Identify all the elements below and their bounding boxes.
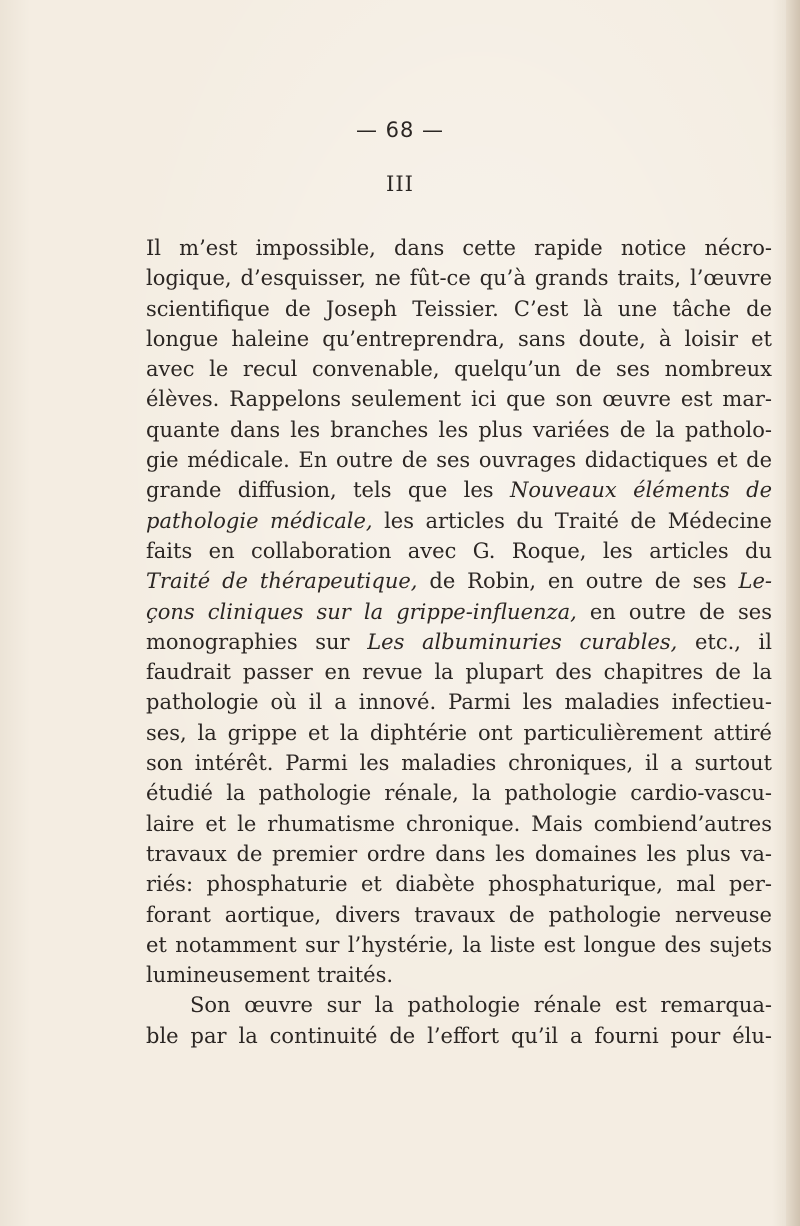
italic-title: pathologie médicale, [146, 508, 373, 533]
italic-title: Le- [738, 569, 772, 594]
text-segment: monographies sur [146, 629, 368, 654]
italic-title: çons cliniques sur la grippe-influenza, [146, 599, 577, 624]
text-line [146, 900, 772, 930]
text-line [146, 627, 772, 657]
text-line [146, 1021, 772, 1051]
text-segment: son intérêt. Parmi les maladies chroniques, il a surtout [146, 751, 772, 776]
text-segment: quante dans les branches les plus variées de la patholo- [146, 417, 772, 442]
text-segment: scientifique de Joseph Teissier. C’est là une tâche de [146, 296, 772, 321]
italic-title: Nouveaux éléments de [509, 478, 772, 503]
text-line [146, 294, 772, 324]
text-segment: riés: phosphaturie et diabète phosphaturique, mal per- [146, 872, 772, 897]
text-line [146, 748, 772, 778]
text-segment: ses, la grippe et la diphtérie ont particulièrement attiré [146, 720, 772, 745]
text-segment: lumineusement traités. [146, 963, 394, 988]
text-line [146, 566, 772, 596]
text-segment: etc., il [677, 629, 772, 654]
text-line [146, 263, 772, 293]
text-segment: en outre de ses [576, 599, 772, 624]
text-line [146, 990, 772, 1020]
text-line [146, 809, 772, 839]
text-line [146, 445, 772, 475]
text-line [146, 384, 772, 414]
text-line [146, 839, 772, 869]
text-segment: gie médicale. En outre de ses ouvrages didactiques et de [146, 448, 772, 473]
italic-title: Traité de thérapeutique, [146, 569, 418, 594]
text-line [146, 930, 772, 960]
text-segment: de Robin, en outre de ses [417, 569, 739, 594]
text-segment: travaux de premier ordre dans les domaines les plus va- [146, 841, 772, 866]
text-line [146, 324, 772, 354]
text-segment: Il m’est impossible, dans cette rapide notice nécro- [146, 236, 772, 260]
text-line [146, 597, 772, 627]
text-line [146, 475, 772, 505]
text-line [146, 687, 772, 717]
text-line [146, 718, 772, 748]
text-line [146, 778, 772, 808]
section-heading: III [386, 172, 414, 196]
page-number: — 68 — [355, 118, 445, 142]
text-line [146, 869, 772, 899]
text-segment: élèves. Rappelons seulement ici que son œuvre est mar- [146, 387, 772, 412]
text-line [146, 536, 772, 566]
text-line [146, 233, 772, 263]
text-segment: ble par la continuité de l’effort qu’il a fourni pour élu- [146, 1023, 772, 1048]
text-segment: faits en collaboration avec G. Roque, les articles du [146, 538, 772, 563]
text-line [146, 415, 772, 445]
text-line [146, 506, 772, 536]
text-segment: laire et le rhumatisme chronique. Mais combiend’autres [146, 811, 772, 836]
text-segment: étudié la pathologie rénale, la pathologie cardio-vascu- [146, 781, 772, 806]
text-line [146, 960, 772, 990]
text-segment: logique, d’esquisser, ne fût-ce qu’à grands traits, l’œuvre [146, 266, 772, 291]
text-segment: longue haleine qu’entreprendra, sans doute, à loisir et [146, 326, 772, 351]
text-line [146, 657, 772, 687]
body-text [146, 233, 772, 1051]
text-line [146, 354, 772, 384]
text-segment: les articles du Traité de Médecine [372, 508, 772, 533]
text-segment: faudrait passer en revue la plupart des chapitres de la [146, 660, 772, 685]
text-segment: et notamment sur l’hystérie, la liste est longue des sujets [146, 932, 772, 957]
text-segment: forant aortique, divers travaux de pathologie nerveuse [146, 902, 772, 927]
italic-title: Les albuminuries curables, [367, 629, 678, 654]
text-segment: Son œuvre sur la pathologie rénale est remarqua- [190, 993, 772, 1018]
text-segment: pathologie où il a innové. Parmi les maladies infectieu- [146, 690, 772, 715]
text-segment: avec le recul convenable, quelqu’un de ses nombreux [146, 357, 772, 382]
text-segment: grande diffusion, tels que les [146, 478, 510, 503]
